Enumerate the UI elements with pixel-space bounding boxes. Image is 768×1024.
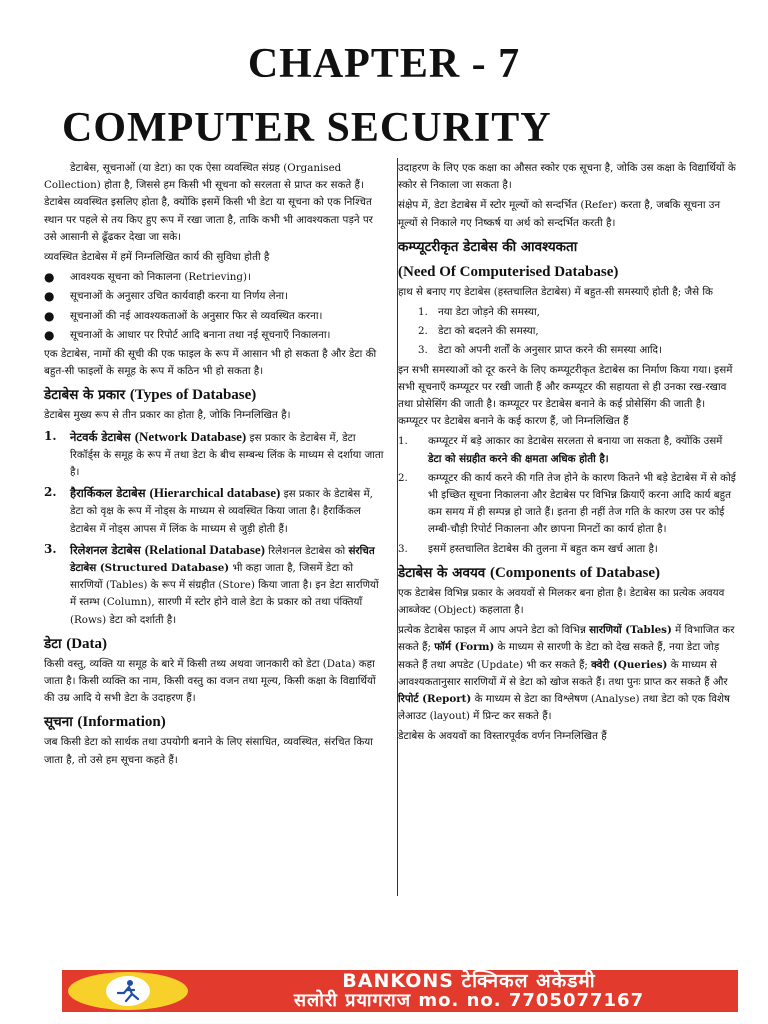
components-intro: एक डेटाबेस विभिन्न प्रकार के अवयवों से मिलकर बना होता है। डेटाबेस का प्रत्येक अवयव आब्जेक्ट (Object) कहलाता है।	[398, 586, 725, 617]
data-paragraph: किसी वस्तु, व्यक्ति या समूह के बारे में किसी तथ्य अथवा जानकारी को डेटा (Data) कहा जाता है। किसी व्यक्ति का नाम, किसी वस्तु का वजन तथा मूल्य, किसी कक्षा के विद्यार्थियों की उम्र आदि ये सभी डेटा के उदाहरण हैं।	[44, 657, 376, 705]
data-heading: डेटा (Data)	[44, 635, 108, 652]
summary-paragraph: संक्षेप में, डेटा डेटाबेस में स्टोर मूल्यों को सन्दर्भित (Refer) करता है, जबकि सूचना उन मूल्यों से निकाले गए निष्कर्ष या अर्थ को सन्दर्भित करती है।	[398, 199, 721, 229]
bullet-icon: ●	[44, 327, 55, 342]
components-paragraph: प्रत्येक डेटाबेस फाइल में आप अपने डेटा को विभिन्न सारणियों (Tables) में विभाजित कर सकते हैं; फॉर्म (Form) के माध्यम से सारणी के डेटा को देख सकते हैं, नया डेटा जोड़ सकते हैं तथा अपडेट (Update) भी कर सकते हैं; क्वेरी (Queries) के माध्यम से आवश्यकतानुसार सारणियों में से डेटा को खोज सकते हैं। तथा पुनः प्राप्त कर सकते हैं और रिपोर्ट (Report) के माध्यम से डेटा का विश्लेषण (Analyse) तथा डेटा को एक विशेष लेआउट (layout) में प्रिन्ट कर सकते हैं।	[398, 624, 735, 723]
types-intro: डेटाबेस मुख्य रूप से तीन प्रकार का होता है, जोकि निम्नलिखित है।	[44, 409, 291, 422]
list-item: 3. डेटा को अपनी शर्तों के अनुसार प्राप्त करने की समस्या आदि।	[418, 344, 662, 357]
academy-name: BANKONS टेक्निकल अकेडमी	[342, 970, 596, 992]
need-heading-english: (Need Of Computerised Database)	[398, 263, 619, 280]
list-item: ● आवश्यक सूचना को निकालना (Retrieving)।	[44, 269, 387, 286]
list-item: 2. डेटा को बदलने की समस्या,	[418, 325, 539, 338]
list-item: 1. नेटवर्क डेटाबेस (Network Database) इस प्रकार के डेटाबेस में, डेटा रिकॉर्ड्स के समूह के रूप में तथा डेटा के बीच सम्बन्ध लिंक के माध्यम से दर्शाया जाता है।	[44, 428, 384, 479]
solution-paragraph: इन सभी समस्याओं को दूर करने के लिए कम्प्यूटरीकृत डेटाबेस का निर्माण किया गया। इसमें सभी सूचनाएँ कम्प्यूटर पर रखी जाती हैं और कम्प्यूटर की सहायता से ही उनका रख-रखाव तथा प्रोसेसिंग की जाती है। कम्प्यूटर पर डेटाबेस बनाने के कई प्रोसेसिंग की जाती है। कम्प्यूटर पर डेटाबेस बनाने के कई कारण हैं, जो निम्नलिखित हैं	[398, 363, 733, 428]
types-heading: डेटाबेस के प्रकार (Types of Database)	[44, 387, 257, 404]
footer-banner	[62, 970, 738, 1012]
bullet-icon: ●	[44, 289, 55, 304]
information-paragraph: जब किसी डेटा को सार्थक तथा उपयोगी बनाने के लिए संसाधित, व्यवस्थित, संरचित किया जाता है, तो उसे हम सूचना कहते हैं।	[44, 736, 373, 766]
left-column	[44, 160, 387, 772]
example-paragraph: एक डेटाबेस, नामों की सूची की एक फाइल के रूप में आसान भी हो सकता है और डेटा की बहुत-सी फाइलों के समूह के रूप में कठिन भी हो सकता है।	[44, 348, 377, 378]
bullet-icon: ●	[44, 270, 55, 285]
bullet-icon: ●	[44, 308, 55, 323]
need-intro: हाथ से बनाए गए डेटाबेस (हस्तचालित डेटाबेस) में बहुत-सी समस्याएँ होती है; जैसे कि	[398, 285, 713, 298]
example-paragraph: उदाहरण के लिए एक कक्षा का औसत स्कोर एक सूचना है, जोकि उस कक्षा के विद्यार्थियों के स्कोर से निकाला जा सकता है।	[398, 162, 736, 192]
list-item: ● सूचनाओं के आधार पर रिपोर्ट आदि बनाना तथा नई सूचनाएँ निकालना।	[44, 327, 387, 344]
right-column	[398, 160, 738, 749]
list-item: 3. रिलेशनल डेटाबेस (Relational Database) रिलेशनल डेटाबेस को संरचित डेटाबेस (Structured Database) भी कहा जाता है, जिसमें डेटा को सारणियों (Tables) के रूप में संग्रहीत (Store) किया जाता है। इन डेटा सारणियों में स्तम्भ (Column), सारणी में स्टोर होने वाले डेटा के प्रकार को तथा पंक्तियाँ (Rows) डेटा को दर्शाती है।	[44, 541, 379, 626]
list-item: ● सूचनाओं की नई आवश्यकताओं के अनुसार फिर से व्यवस्थित करना।	[44, 308, 387, 325]
runner-icon	[106, 976, 150, 1006]
chapter-number: CHAPTER - 7	[247, 41, 521, 87]
need-heading-hindi: कम्प्यूटरीकृत डेटाबेस की आवश्यकता	[398, 238, 578, 255]
components-outro: डेटाबेस के अवयवों का विस्तारपूर्वक वर्णन निम्नलिखित हैं	[398, 730, 607, 743]
academy-contact: सलोरी प्रयागराज mo. no. 7705077167	[293, 990, 645, 1011]
list-item: 2. कम्प्यूटर की कार्य करने की गति तेज होने के कारण कितने भी बड़े डेटाबेस में से कोई भी इच्छित सूचना निकालना और डेटाबेस पर विभिन्न क्रियाएँ करना आदि कार्य बहुत कम समय में ही सम्पन्न हो जाते हैं। इतना ही नहीं तेज गति के कारण उस पर कोई लम्बी-चौड़ी रिपोर्ट निकालना और छापना मिनटों का कार्य होता है।	[398, 471, 736, 536]
list-item: 3. इसमें हस्तचालित डेटाबेस की तुलना में बहुत कम खर्च आता है।	[398, 542, 658, 555]
intro-paragraph: डेटाबेस, सूचनाओं (या डेटा) का एक ऐसा व्यवस्थित संग्रह (Organised Collection) होता है, जिससे हम किसी भी सूचना को सरलता से प्राप्त कर सकते हैं। डेटाबेस व्यवस्थित इसलिए होता है, क्योंकि इसमें किसी भी डेटा या सूचना को एक निश्चित स्थान पर पहले से तय किए हुए रूप में रखा जाता है, ताकि कभी भी आवश्यकता पड़ने पर उसे आसानी से ढूँढकर देखा जा सके।	[44, 162, 373, 243]
academy-logo	[68, 972, 188, 1010]
list-item: 1. नया डेटा जोड़ने की समस्या,	[418, 306, 540, 319]
list-item: ● सूचनाओं के अनुसार उचित कार्यवाही करना या निर्णय लेना।	[44, 288, 387, 305]
page-title: COMPUTER SECURITY	[62, 105, 552, 151]
information-heading: सूचना (Information)	[44, 714, 166, 731]
facilities-intro: व्यवस्थित डेटाबेस में हमें निम्नलिखित कार्य की सुविधा होती है	[44, 251, 270, 264]
list-item: 2. हैरार्किकल डेटाबेस (Hierarchical database) इस प्रकार के डेटाबेस में, डेटा को वृक्ष के रूप में नोड्स के माध्यम से व्यवस्थित किया जाता है। हैरार्किकल डेटाबेस में नोड्स आपस में लिंक के माध्यम से जुड़ी होती हैं।	[44, 485, 373, 535]
components-heading: डेटाबेस के अवयव (Components of Database)	[398, 564, 660, 581]
list-item: 1. कम्प्यूटर में बड़े आकार का डेटाबेस सरलता से बनाया जा सकता है, क्योंकि उसमें डेटा को संग्रहीत करने की क्षमता अधिक होती है।	[398, 435, 723, 465]
